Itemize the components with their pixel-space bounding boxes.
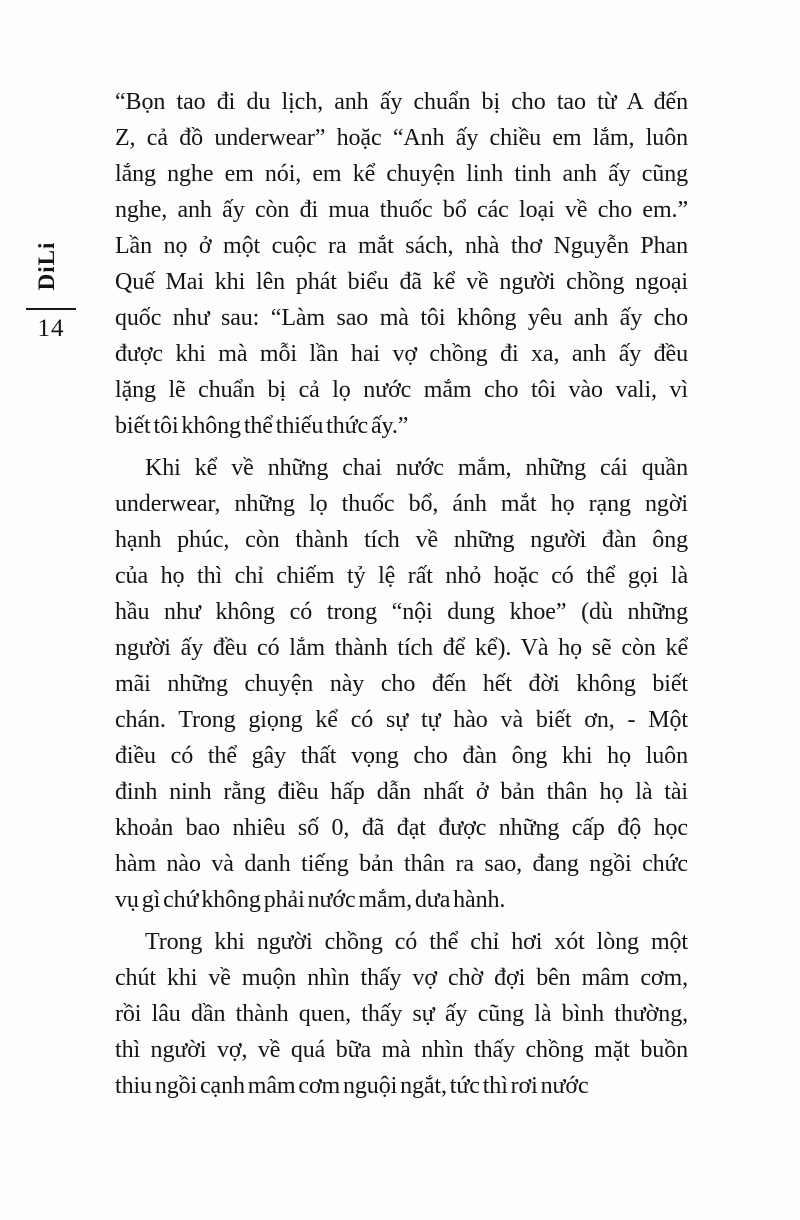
text-line: hàm nào và danh tiếng bản thân ra sao, đang ngồi chức	[115, 851, 688, 877]
text-line: khoản bao nhiêu số 0, đã đạt được những cấp độ học	[115, 815, 688, 841]
text-line: mãi những chuyện này cho đến hết đời không biết	[115, 671, 688, 697]
text-line: thiu ngồi cạnh mâm cơm nguội ngắt, tức thì rơi nước	[115, 1073, 589, 1099]
text-line: vụ gì chứ không phải nước mắm, dưa hành.	[115, 887, 506, 913]
text-line: Trong khi người chồng có thể chỉ hơi xót lòng một	[145, 929, 688, 955]
author-name-vertical: DiLi	[34, 241, 59, 291]
text-line: nghe, anh ấy còn đi mua thuốc bổ các loại về cho em.”	[115, 197, 688, 223]
text-line: người ấy đều có lắm thành tích để kể). Và họ sẽ còn kể	[115, 635, 688, 661]
text-line: đinh ninh rằng điều hấp dẫn nhất ở bản thân họ là tài	[115, 779, 688, 805]
paragraph	[115, 924, 688, 1104]
text-line: biết tôi không thể thiếu thức ấy.”	[115, 413, 409, 439]
text-line: rồi lâu dần thành quen, thấy sự ấy cũng là bình thường,	[115, 1001, 688, 1027]
text-line: điều có thể gây thất vọng cho đàn ông khi họ luôn	[115, 743, 688, 769]
paragraph	[115, 450, 688, 918]
text-line: Lần nọ ở một cuộc ra mắt sách, nhà thơ Nguyễn Phan	[115, 233, 688, 259]
text-line: thì người vợ, về quá bữa mà nhìn thấy chồng mặt buồn	[115, 1037, 688, 1063]
paragraph	[115, 84, 688, 444]
text-line: Quế Mai khi lên phát biểu đã kể về người chồng ngoại	[115, 269, 688, 295]
text-line: quốc như sau: “Làm sao mà tôi không yêu anh ấy cho	[115, 305, 688, 331]
text-line: hầu như không có trong “nội dung khoe” (dù những	[115, 599, 688, 625]
text-line: lắng nghe em nói, em kể chuyện linh tinh anh ấy cũng	[115, 161, 688, 187]
text-line: Z, cả đồ underwear” hoặc “Anh ấy chiều em lắm, luôn	[115, 125, 688, 151]
text-line: của họ thì chỉ chiếm tỷ lệ rất nhỏ hoặc có thể gọi là	[115, 563, 688, 589]
text-line: chán. Trong giọng kể có sự tự hào và biết ơn, - Một	[115, 707, 688, 733]
page-number: 14	[37, 315, 65, 342]
text-line: chút khi về muộn nhìn thấy vợ chờ đợi bên mâm cơm,	[115, 965, 688, 991]
text-line: Khi kể về những chai nước mắm, những cái quần	[145, 455, 688, 481]
text-line: lặng lẽ chuẩn bị cả lọ nước mắm cho tôi vào vali, vì	[115, 377, 688, 403]
body-text-column	[115, 84, 688, 1104]
text-line: “Bọn tao đi du lịch, anh ấy chuẩn bị cho tao từ A đến	[115, 89, 688, 115]
folio-divider-rule	[26, 308, 76, 310]
text-line: được khi mà mỗi lần hai vợ chồng đi xa, anh ấy đều	[115, 341, 688, 367]
text-line: underwear, những lọ thuốc bổ, ánh mắt họ rạng ngời	[115, 491, 688, 517]
text-line: hạnh phúc, còn thành tích về những người đàn ông	[115, 527, 688, 553]
